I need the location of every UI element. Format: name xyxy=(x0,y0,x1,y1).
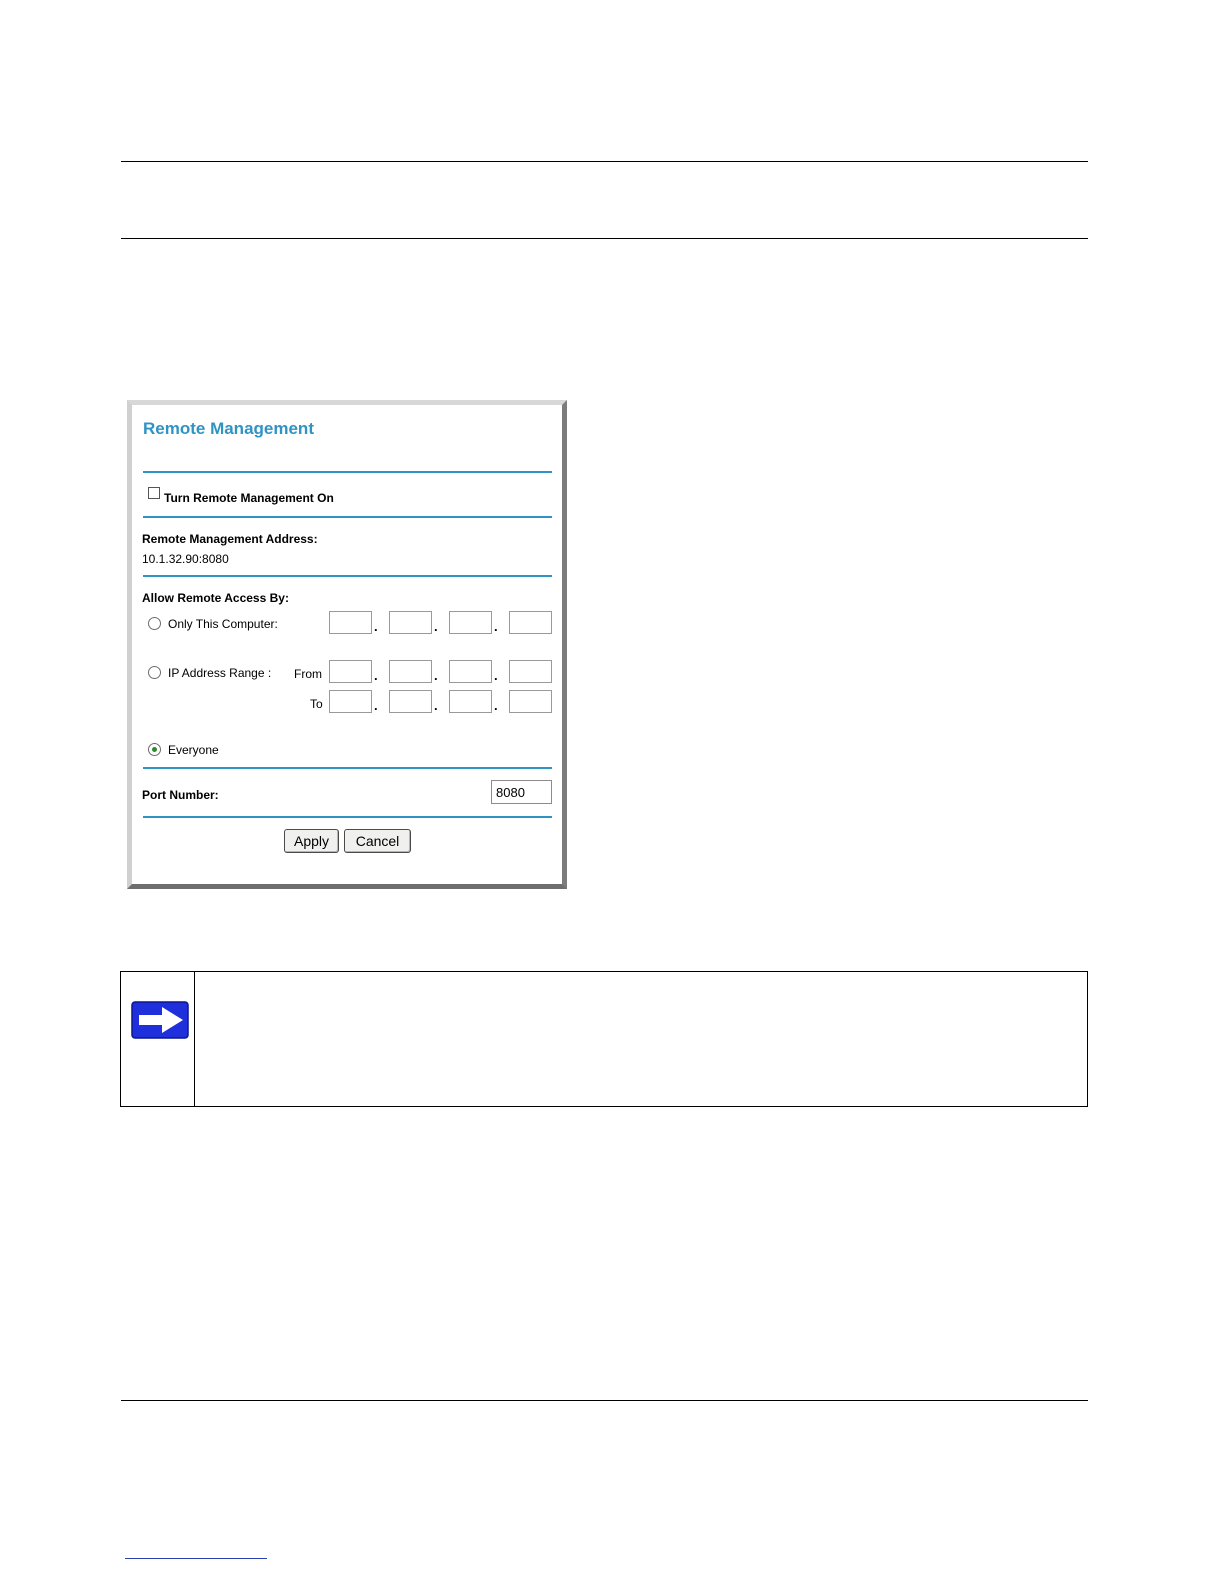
remote-address-value: 10.1.32.90:8080 xyxy=(142,552,229,566)
arrow-right-icon xyxy=(131,1001,189,1039)
from-ip-octet-4[interactable] xyxy=(509,660,552,683)
footer-link-underline[interactable] xyxy=(125,1558,267,1559)
ip-separator: . xyxy=(494,668,498,683)
ip-range-radio[interactable] xyxy=(148,666,161,679)
to-ip-octet-1[interactable] xyxy=(329,690,372,713)
ip-separator: . xyxy=(374,668,378,683)
footer-rule xyxy=(121,1400,1088,1401)
everyone-label: Everyone xyxy=(168,743,219,757)
to-ip-octet-3[interactable] xyxy=(449,690,492,713)
from-label: From xyxy=(294,667,322,681)
from-ip-octet-2[interactable] xyxy=(389,660,432,683)
ip-separator: . xyxy=(434,698,438,713)
ip-separator: . xyxy=(374,619,378,634)
note-divider xyxy=(194,972,195,1106)
remote-management-panel xyxy=(127,400,567,889)
cancel-button[interactable]: Cancel xyxy=(344,829,411,853)
panel-title: Remote Management xyxy=(143,419,314,438)
from-ip-octet-1[interactable] xyxy=(329,660,372,683)
ip-separator: . xyxy=(434,668,438,683)
section-divider xyxy=(143,816,552,818)
everyone-radio[interactable] xyxy=(148,743,161,756)
section-divider xyxy=(143,516,552,518)
port-number-label: Port Number: xyxy=(142,788,219,802)
ip-separator: . xyxy=(434,619,438,634)
header-rule-top xyxy=(121,161,1088,162)
section-divider xyxy=(143,471,552,473)
to-label: To xyxy=(310,697,323,711)
ip-separator: . xyxy=(494,698,498,713)
header-rule-bottom xyxy=(121,238,1088,239)
only-this-computer-radio[interactable] xyxy=(148,617,161,630)
only-ip-octet-4[interactable] xyxy=(509,611,552,634)
ip-separator: . xyxy=(374,698,378,713)
to-ip-octet-2[interactable] xyxy=(389,690,432,713)
only-ip-octet-2[interactable] xyxy=(389,611,432,634)
note-box xyxy=(120,971,1088,1107)
section-divider xyxy=(143,767,552,769)
ip-range-label: IP Address Range : xyxy=(168,666,272,680)
allow-access-label: Allow Remote Access By: xyxy=(142,591,289,605)
to-ip-octet-4[interactable] xyxy=(509,690,552,713)
only-this-computer-label: Only This Computer: xyxy=(168,617,278,631)
port-number-input[interactable]: 8080 xyxy=(491,780,552,804)
turn-remote-management-label: Turn Remote Management On xyxy=(164,491,334,505)
apply-button[interactable]: Apply xyxy=(284,829,339,853)
ip-separator: . xyxy=(494,619,498,634)
only-ip-octet-1[interactable] xyxy=(329,611,372,634)
only-ip-octet-3[interactable] xyxy=(449,611,492,634)
remote-address-label: Remote Management Address: xyxy=(142,532,318,546)
from-ip-octet-3[interactable] xyxy=(449,660,492,683)
turn-remote-management-checkbox[interactable] xyxy=(148,487,160,499)
section-divider xyxy=(143,575,552,577)
